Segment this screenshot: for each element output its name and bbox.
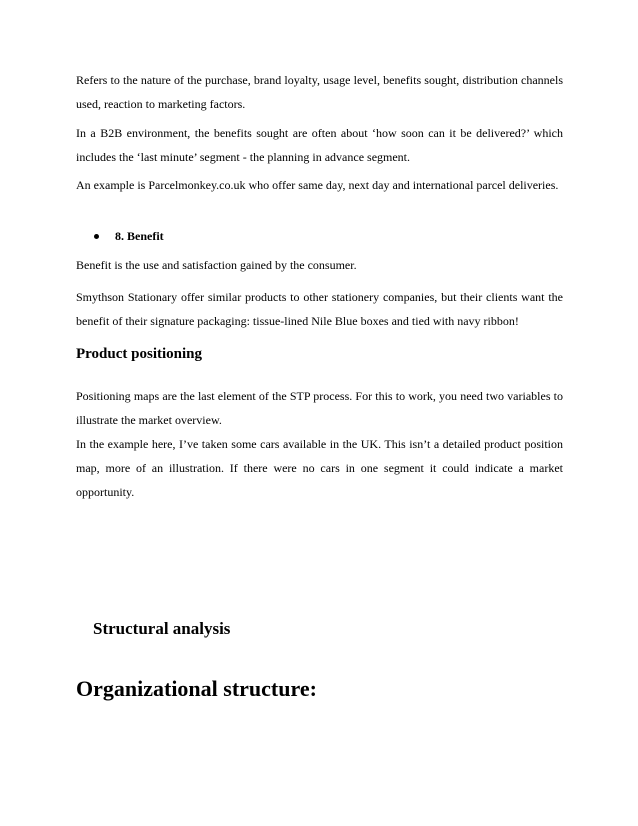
- paragraph-cars-example: In the example here, I’ve taken some cars available in the UK. This isn’t a detailed product position map, more of an illustration. If there were no cars in one segment it could indicate a market opportunity.: [76, 437, 563, 499]
- heading-organizational-structure: Organizational structure:: [76, 676, 317, 701]
- bullet-benefit-label: 8. Benefit: [115, 229, 164, 243]
- heading-product-positioning: Product positioning: [76, 346, 202, 362]
- bullet-dot-icon: [94, 234, 99, 239]
- paragraph-smythson: Smythson Stationary offer similar products to other stationery companies, but their clients want the benefit of their signature packaging: tissue-lined Nile Blue boxes and tied with navy ribbon!: [76, 290, 563, 328]
- heading-structural-analysis: Structural analysis: [93, 619, 231, 638]
- paragraph-benefit-definition: Benefit is the use and satisfaction gained by the consumer.: [76, 258, 357, 272]
- paragraph-nature: Refers to the nature of the purchase, brand loyalty, usage level, benefits sought, distribution channels used, reaction to marketing factors.: [76, 73, 563, 111]
- paragraph-example: An example is Parcelmonkey.co.uk who offer same day, next day and international parcel deliveries.: [76, 178, 559, 192]
- paragraph-positioning-maps: Positioning maps are the last element of the STP process. For this to work, you need two variables to illustrate the market overview.: [76, 389, 563, 427]
- paragraph-b2b: In a B2B environment, the benefits sought are often about ‘how soon can it be delivered?’ which includes the ‘last minute’ segment - the planning in advance segment.: [76, 126, 563, 164]
- bullet-benefit: [94, 226, 164, 246]
